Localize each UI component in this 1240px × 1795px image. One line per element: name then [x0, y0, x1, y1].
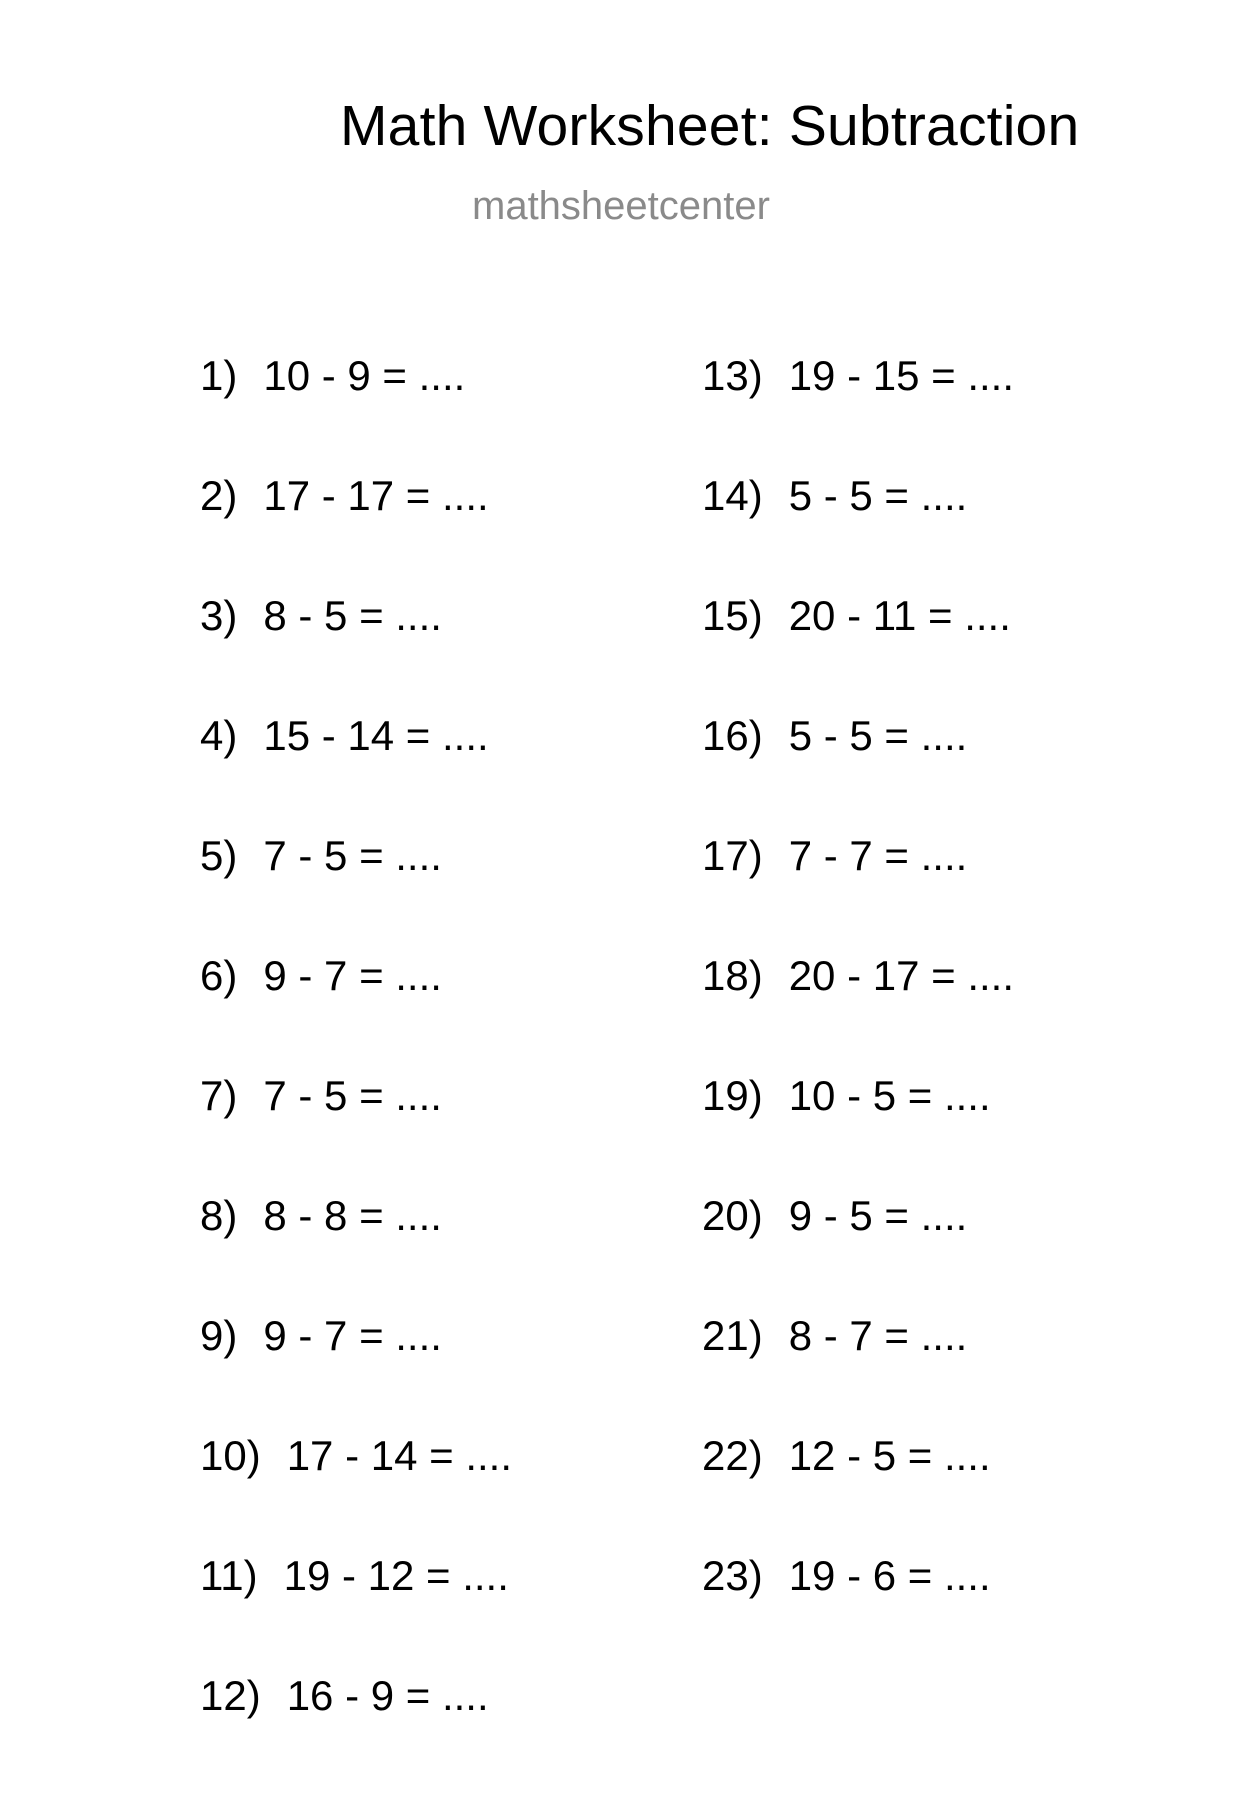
problem-number: 19): [702, 1072, 763, 1119]
problem-item: [200, 1192, 512, 1315]
problem-expression: 20 - 11 = ....: [788, 592, 1011, 639]
problem-expression: 5 - 5 = ....: [788, 472, 968, 519]
problem-expression: 7 - 7 = ....: [788, 832, 968, 879]
problem-item: [702, 1312, 1014, 1435]
problem-expression: 17 - 14 = ....: [286, 1432, 513, 1479]
problem-item: [200, 352, 512, 475]
problem-number: 2): [200, 472, 238, 519]
problem-number: 23): [702, 1552, 763, 1599]
problem-number: 12): [200, 1672, 261, 1719]
problem-expression: 19 - 15 = ....: [788, 352, 1015, 399]
problem-item: [702, 592, 1014, 715]
problem-expression: 5 - 5 = ....: [788, 712, 968, 759]
source-label: mathsheetcenter: [472, 184, 770, 228]
worksheet-title: Math Worksheet: Subtraction: [340, 94, 1080, 158]
problem-item: [200, 712, 512, 835]
problem-number: 22): [702, 1432, 763, 1479]
problem-number: 14): [702, 472, 763, 519]
problem-number: 10): [200, 1432, 261, 1479]
problem-expression: 10 - 9 = ....: [263, 352, 466, 399]
problem-number: 8): [200, 1192, 238, 1239]
problems-left-column: [200, 352, 513, 1795]
problem-expression: 12 - 5 = ....: [788, 1432, 991, 1479]
problem-expression: 19 - 12 = ....: [283, 1552, 509, 1599]
problem-item: [702, 832, 1014, 955]
problem-number: 21): [702, 1312, 763, 1359]
problem-item: [200, 1432, 513, 1555]
problem-item: [200, 1552, 512, 1675]
problem-number: 4): [200, 712, 238, 759]
problem-number: 16): [702, 712, 763, 759]
problem-item: [200, 952, 512, 1075]
problem-item: [702, 1192, 1014, 1315]
problem-expression: 8 - 5 = ....: [263, 592, 442, 639]
problem-item: [702, 1432, 1014, 1555]
problem-item: [702, 712, 1014, 835]
problem-number: 5): [200, 832, 238, 879]
problem-item: [200, 1312, 512, 1435]
problem-item: [200, 592, 512, 715]
problems-right-column: [702, 352, 1015, 1675]
problem-expression: 7 - 5 = ....: [263, 1072, 442, 1119]
problem-item: [702, 952, 1015, 1075]
problem-expression: 7 - 5 = ....: [263, 832, 442, 879]
problem-number: 9): [200, 1312, 238, 1359]
problem-expression: 8 - 8 = ....: [263, 1192, 442, 1239]
problem-number: 11): [200, 1552, 258, 1599]
problem-item: [702, 1552, 1014, 1675]
problem-expression: 16 - 9 = ....: [286, 1672, 489, 1719]
problem-expression: 9 - 7 = ....: [263, 952, 442, 999]
problem-expression: 9 - 7 = ....: [263, 1312, 442, 1359]
problem-number: 7): [200, 1072, 238, 1119]
problem-expression: 20 - 17 = ....: [788, 952, 1015, 999]
problem-item: [702, 352, 1015, 475]
problem-number: 3): [200, 592, 238, 639]
problem-expression: 17 - 17 = ....: [263, 472, 489, 519]
problem-expression: 9 - 5 = ....: [788, 1192, 968, 1239]
problem-number: 13): [702, 352, 763, 399]
problem-item: [200, 1072, 512, 1195]
problem-number: 18): [702, 952, 763, 999]
problem-expression: 19 - 6 = ....: [788, 1552, 991, 1599]
problem-number: 17): [702, 832, 763, 879]
problem-number: 15): [702, 592, 763, 639]
problem-item: [200, 1672, 512, 1795]
problem-expression: 8 - 7 = ....: [788, 1312, 968, 1359]
problem-item: [200, 472, 512, 595]
problem-item: [200, 832, 512, 955]
problem-expression: 15 - 14 = ....: [263, 712, 489, 759]
problem-number: 1): [200, 352, 238, 399]
problem-item: [702, 472, 1014, 595]
problem-number: 6): [200, 952, 238, 999]
problem-expression: 10 - 5 = ....: [788, 1072, 991, 1119]
problem-item: [702, 1072, 1014, 1195]
problem-number: 20): [702, 1192, 763, 1239]
